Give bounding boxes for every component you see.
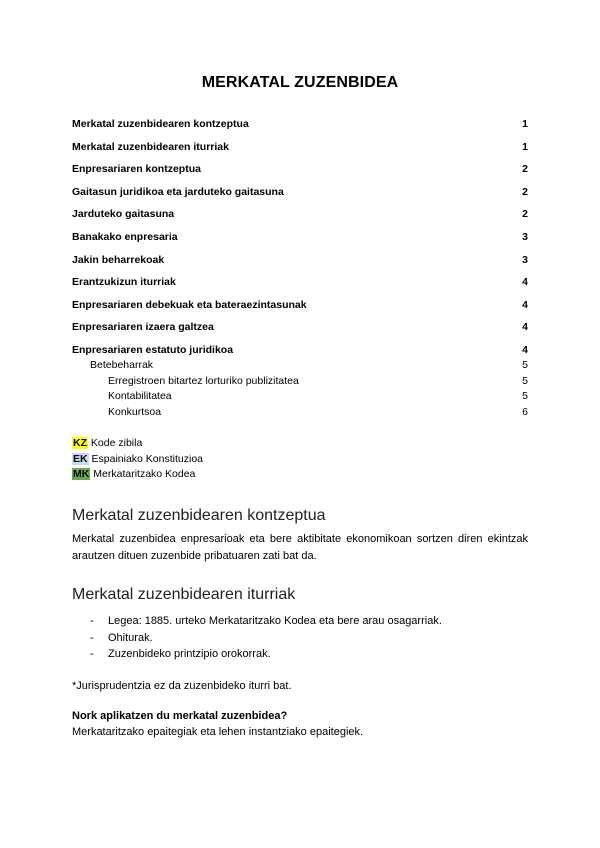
- subheading-question: Nork aplikatzen du merkatal zuzenbidea?: [72, 710, 288, 722]
- toc-entry-page: 1: [522, 140, 528, 153]
- toc-entry[interactable]: [72, 227, 528, 250]
- toc-entry-page: 2: [522, 208, 528, 221]
- legend-abbr-ek: EK: [73, 452, 88, 465]
- toc-entry[interactable]: [72, 317, 528, 340]
- toc-entry-label: Jakin beharrekoak: [72, 253, 165, 266]
- toc-entry-label: Banakako enpresaria: [72, 230, 178, 243]
- toc-entry[interactable]: [72, 114, 528, 137]
- legend-abbr-kz: KZ: [73, 437, 87, 449]
- list-item-text: Legea: 1885. urteko Merkataritzako Kodea eta bere arau osagarriak.: [108, 615, 442, 627]
- toc-entry-label: Enpresariaren estatuto juridikoa: [72, 343, 234, 356]
- list-item-text: Ohiturak.: [108, 631, 153, 644]
- list-item: [72, 646, 528, 663]
- toc-subentry[interactable]: [72, 389, 528, 405]
- toc-entry-page: 2: [522, 163, 528, 176]
- toc-entry-label: Jarduteko gaitasuna: [72, 208, 175, 221]
- toc-entry-page: 4: [522, 343, 528, 356]
- toc-entry-page: 5: [522, 374, 528, 387]
- legend-item: [72, 467, 203, 483]
- toc-entry-page: 4: [522, 298, 528, 311]
- toc-entry-label: Erregistroen bitartez lorturiko publizitatea: [108, 374, 299, 387]
- answer-text: Merkataritzako epaitegiak eta lehen instantziako epaitegiek.: [72, 726, 364, 738]
- toc-entry-page: 4: [522, 321, 528, 334]
- toc-entry[interactable]: [72, 295, 528, 318]
- toc-entry-label: Enpresariaren debekuak eta bateraezintasunak: [72, 298, 307, 311]
- toc-entry-page: 5: [522, 390, 528, 403]
- sources-list: [72, 613, 528, 663]
- section-heading-kontzeptua: Merkatal zuzenbidearen kontzeptua: [72, 507, 326, 524]
- toc-subentry[interactable]: [72, 374, 528, 390]
- toc-entry-label: Kontabilitatea: [108, 390, 172, 403]
- legend-text: Espainiako Konstituzioa: [91, 452, 204, 465]
- list-item-text: Zuzenbideko printzipio orokorrak.: [108, 648, 271, 660]
- list-item: [72, 613, 528, 630]
- toc-subentry[interactable]: [72, 358, 528, 374]
- section-heading-iturriak: Merkatal zuzenbidearen iturriak: [72, 586, 296, 603]
- toc-entry-page: 2: [522, 185, 528, 198]
- dash-bullet: -: [90, 615, 94, 627]
- dash-bullet: -: [90, 631, 94, 644]
- legend-abbr-mk: MK: [73, 468, 90, 481]
- abbreviation-legend: [72, 436, 203, 483]
- toc-entry-label: Erantzukizun iturriak: [72, 276, 176, 289]
- toc-entry[interactable]: [72, 340, 528, 358]
- legend-text: Merkataritzako Kodea: [93, 468, 196, 481]
- legend-text: Kode zibila: [90, 437, 143, 449]
- dash-bullet: -: [90, 648, 94, 660]
- toc-entry-label: Konkurtsoa: [108, 406, 162, 418]
- toc-entry[interactable]: [72, 250, 528, 273]
- legend-item: [72, 452, 203, 468]
- toc-entry-label: Gaitasun juridikoa eta jarduteko gaitasuna: [72, 185, 284, 198]
- toc-entry-label: Merkatal zuzenbidearen kontzeptua: [72, 118, 249, 130]
- toc-entry-page: 1: [522, 118, 528, 130]
- toc-entry[interactable]: [72, 272, 528, 295]
- toc-entry-label: Merkatal zuzenbidearen iturriak: [72, 140, 229, 153]
- list-item: [72, 630, 528, 647]
- toc-entry-label: Enpresariaren kontzeptua: [72, 163, 201, 176]
- toc-entry-page: 5: [522, 358, 528, 371]
- toc-entry[interactable]: [72, 204, 528, 227]
- table-of-contents: [72, 114, 528, 421]
- toc-entry[interactable]: [72, 159, 528, 182]
- legend-item: [72, 436, 203, 452]
- toc-entry-label: Betebeharrak: [90, 358, 154, 371]
- toc-entry-page: 3: [522, 253, 528, 266]
- toc-entry-page: 4: [522, 276, 528, 289]
- toc-entry[interactable]: [72, 182, 528, 205]
- toc-entry-label: Enpresariaren izaera galtzea: [72, 321, 214, 334]
- footnote: *Jurisprudentzia ez da zuzenbideko iturri bat.: [72, 680, 292, 692]
- toc-entry[interactable]: [72, 137, 528, 160]
- section-paragraph: Merkatal zuzenbidea enpresarioak eta bere aktibitate ekonomikoan sortzen diren ekintzak arautzen dituen zuzenbide pribatuaren zati bat da.: [72, 533, 528, 562]
- toc-entry-page: 3: [522, 230, 528, 243]
- page-title: MERKATAL ZUZENBIDEA: [201, 74, 399, 91]
- toc-entry-page: 6: [522, 406, 528, 418]
- toc-subentry[interactable]: [72, 405, 528, 421]
